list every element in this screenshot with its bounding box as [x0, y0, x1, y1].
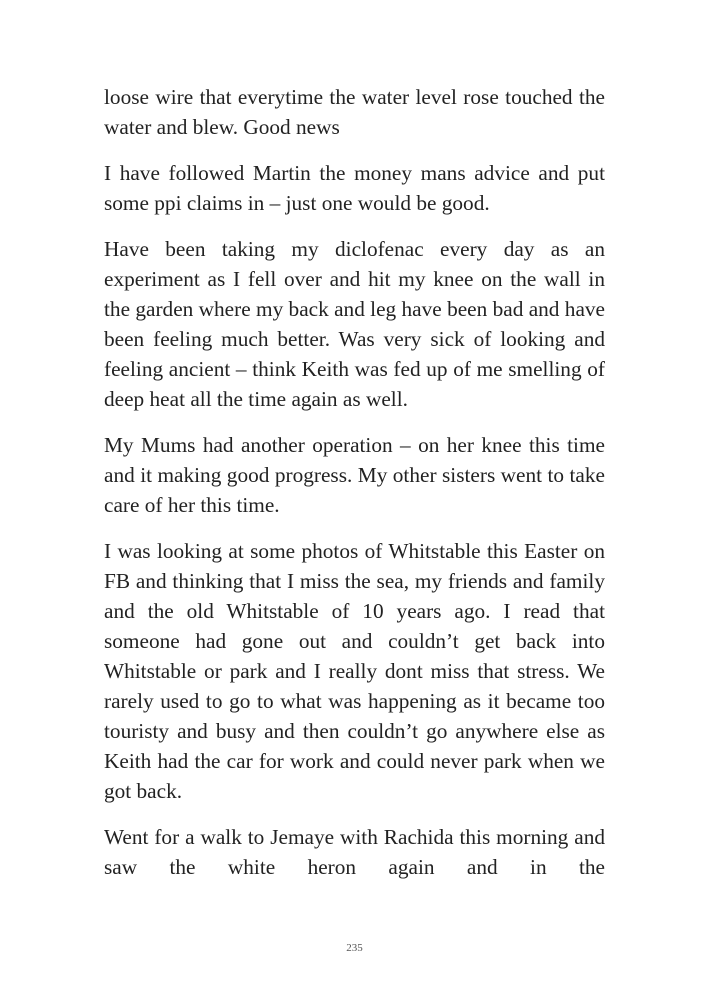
paragraph-2: I have followed Martin the money mans advice and put some ppi claims in – just one would be good. — [104, 161, 605, 215]
paragraph-4: My Mums had another operation – on her knee this time and it making good progress. My other sisters went to take care of her this time. — [104, 433, 605, 517]
body-text — [104, 82, 605, 898]
page-number: 235 — [346, 942, 363, 954]
paragraph-1: loose wire that everytime the water level rose touched the water and blew. Good news — [104, 85, 605, 139]
paragraph-3: Have been taking my diclofenac every day as an experiment as I fell over and hit my knee on the wall in the garden where my back and leg have been bad and have been feeling much better. Was very sick of looking and feeling ancient – think Keith was fed up of me smelling of deep heat all the time again as well. — [104, 237, 605, 411]
paragraph-6: Went for a walk to Jemaye with Rachida this morning and saw the white heron again and in the — [104, 825, 605, 879]
paragraph-5: I was looking at some photos of Whitstable this Easter on FB and thinking that I miss the sea, my friends and family and the old Whitstable of 10 years ago. I read that someone had gone out and couldn’t get back into Whitstable or park and I really dont miss that stress. We rarely used to go to what was happening as it became too touristy and busy and then couldn’t go anywhere else as Keith had the car for work and could never park when we got back. — [104, 539, 605, 803]
